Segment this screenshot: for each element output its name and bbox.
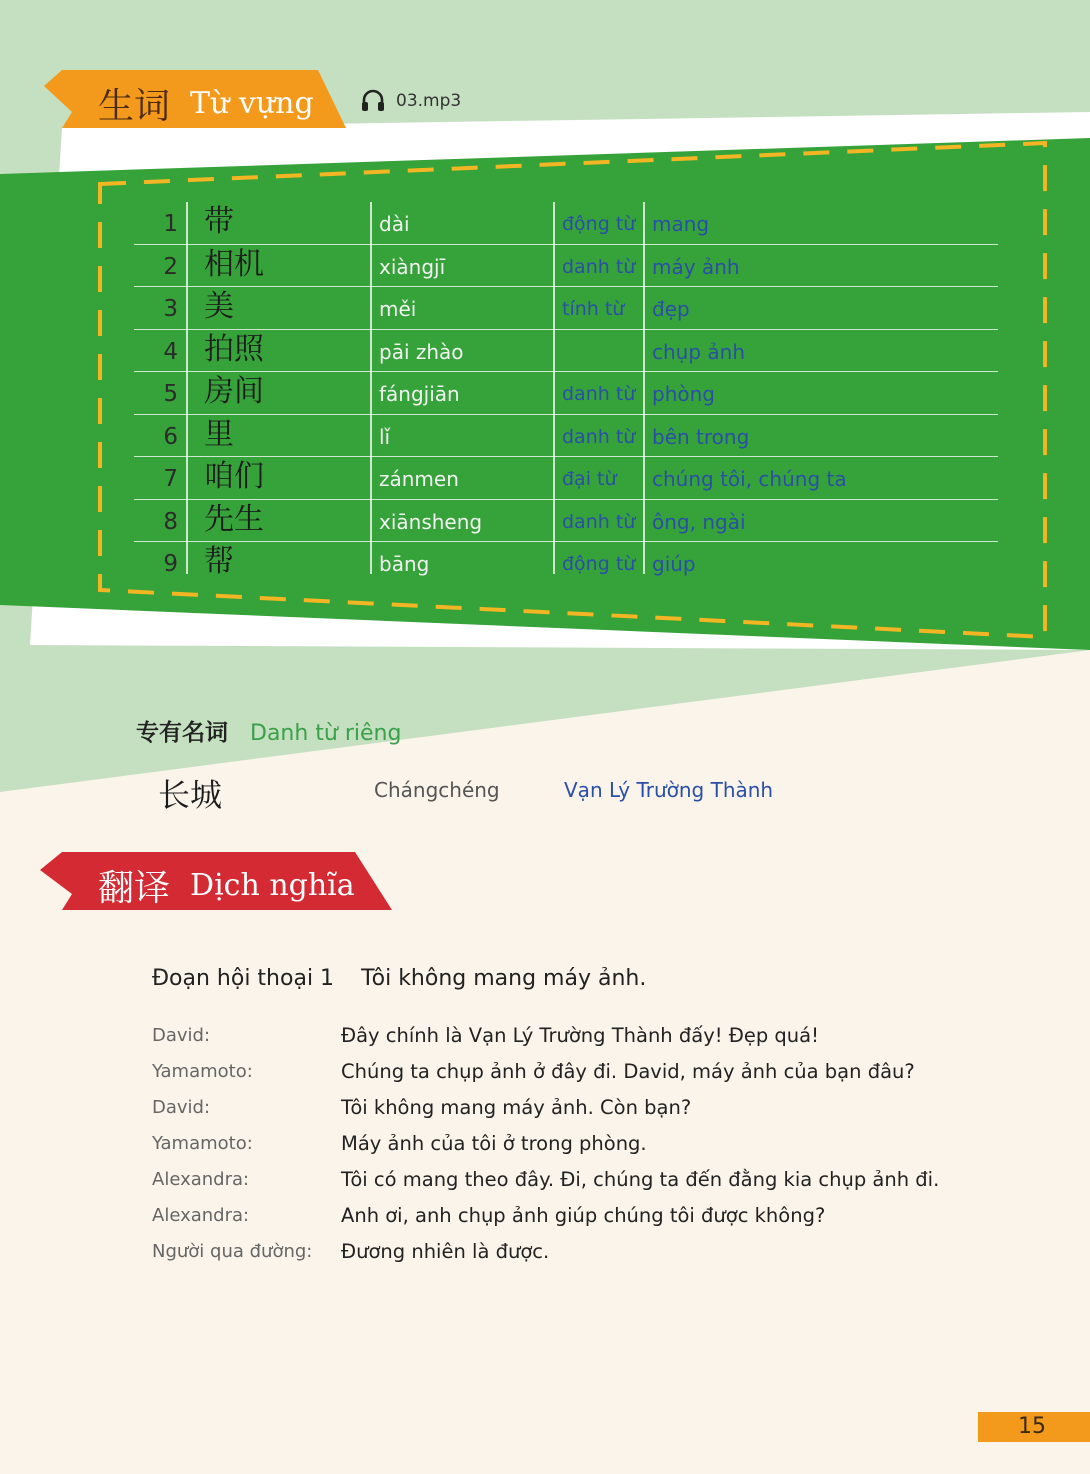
audio-label: 03.mp3 <box>396 91 462 111</box>
vocab-number: 7 <box>163 466 178 492</box>
vocab-meaning: mang <box>652 212 710 236</box>
page-number: 15 <box>978 1412 1090 1442</box>
dialogue-line <box>152 1130 972 1166</box>
vocab-hanzi: 拍照 <box>204 331 264 367</box>
vocab-number: 6 <box>163 423 178 450</box>
vocab-meaning: giúp <box>652 552 696 576</box>
translation-section-header <box>98 860 355 911</box>
dialogue-title: Tôi không mang máy ảnh. <box>361 966 647 991</box>
dialogue-speaker: David: <box>152 1097 211 1118</box>
dialogue-line <box>152 1058 972 1094</box>
proper-noun-hanzi: 长城 <box>158 776 223 814</box>
vocab-meaning: đẹp <box>652 297 690 321</box>
vocab-pos: động từ <box>562 553 636 575</box>
dialogue-text: Máy ảnh của tôi ở trong phòng. <box>341 1132 647 1155</box>
dialogue-line <box>152 1094 972 1130</box>
vocab-hanzi: 房间 <box>204 374 264 409</box>
proper-noun-meaning: Vạn Lý Trường Thành <box>564 778 774 802</box>
vocab-title-cn: 生词 <box>98 86 171 127</box>
dialogue-speaker: David: <box>152 1025 211 1046</box>
vocab-pos: danh từ <box>562 383 636 405</box>
dialogue-line <box>152 1238 972 1274</box>
vocab-title-vi: Từ vựng <box>190 86 314 121</box>
vocab-meaning: bên trong <box>652 424 750 449</box>
vocab-number: 2 <box>163 253 178 280</box>
dialogue-text: Đây chính là Vạn Lý Trường Thành đấy! Đẹp quá! <box>341 1024 819 1047</box>
dialogue-text: Anh ơi, anh chụp ảnh giúp chúng tôi được không? <box>341 1204 826 1227</box>
dialogue-text: Đương nhiên là được. <box>341 1240 550 1263</box>
vocab-pinyin: zánmen <box>379 467 459 491</box>
vocab-pos: danh từ <box>562 510 636 533</box>
vocab-hanzi: 帮 <box>204 544 234 579</box>
vocab-row <box>134 457 998 500</box>
vocab-meaning: chúng tôi, chúng ta <box>652 467 847 491</box>
proper-nouns-title-vi: Danh từ riêng <box>250 721 402 746</box>
dialogue-text: Tôi không mang máy ảnh. Còn bạn? <box>341 1096 692 1119</box>
vocab-pos: đại từ <box>562 468 617 490</box>
vocab-number: 8 <box>163 508 178 535</box>
vocab-pinyin: pāi zhào <box>379 339 464 364</box>
vocab-pinyin: bāng <box>379 552 430 576</box>
proper-nouns-header <box>136 714 401 747</box>
vocab-meaning: chụp ảnh <box>652 339 746 364</box>
dialogue-speaker: Alexandra: <box>152 1169 250 1190</box>
vocab-table <box>134 202 998 584</box>
audio-track[interactable] <box>360 88 461 114</box>
proper-nouns-title-cn: 专有名词 <box>136 719 228 746</box>
vocab-hanzi: 带 <box>204 204 234 239</box>
vocab-row <box>134 415 998 458</box>
vocab-pos: động từ <box>562 213 636 235</box>
vocab-pos: tính từ <box>562 298 625 320</box>
vocab-number: 3 <box>163 296 178 322</box>
dialogue-line <box>152 1022 972 1058</box>
dialogue-heading <box>152 966 646 991</box>
vocab-pinyin: xiàngjī <box>379 254 446 279</box>
vocab-row <box>134 372 998 415</box>
vocab-row <box>134 245 998 288</box>
vocab-number: 9 <box>163 551 178 577</box>
dialogue-speaker: Yamamoto: <box>152 1061 253 1082</box>
dialogue-speaker: Người qua đường: <box>152 1241 313 1262</box>
vocab-meaning: máy ảnh <box>652 254 740 279</box>
dialogue-line <box>152 1166 972 1202</box>
vocab-pos: danh từ <box>562 425 636 448</box>
vocab-row <box>134 542 998 584</box>
dialogue-label: Đoạn hội thoại 1 <box>152 966 335 991</box>
dialogue-text: Chúng ta chụp ảnh ở đây đi. David, máy ảnh của bạn đâu? <box>341 1060 915 1083</box>
vocab-meaning: ông, ngài <box>652 509 746 534</box>
dialogue-speaker: Alexandra: <box>152 1205 250 1226</box>
vocab-row <box>134 202 998 245</box>
vocab-pinyin: fángjiān <box>379 382 460 406</box>
vocab-pinyin: xiānsheng <box>379 509 483 534</box>
vocab-number: 5 <box>163 381 178 407</box>
vocab-pinyin: dài <box>379 212 410 236</box>
vocab-hanzi: 里 <box>204 416 234 452</box>
proper-noun-pinyin: Chángchéng <box>374 778 500 802</box>
translation-title-cn: 翻译 <box>98 868 171 909</box>
vocab-row <box>134 330 998 373</box>
vocab-number: 4 <box>163 338 178 365</box>
vocab-pos: danh từ <box>562 255 636 278</box>
dialogue-line <box>152 1202 972 1238</box>
vocab-pinyin: měi <box>379 297 417 321</box>
vocab-meaning: phòng <box>652 382 715 406</box>
dialogue-lines <box>152 1022 972 1274</box>
translation-title-vi: Dịch nghĩa <box>190 868 355 903</box>
vocab-row <box>134 500 998 543</box>
dialogue-speaker: Yamamoto: <box>152 1133 253 1154</box>
vocab-pinyin: lǐ <box>379 424 391 449</box>
vocab-row <box>134 287 998 330</box>
vocab-number: 1 <box>163 211 178 237</box>
vocab-hanzi: 美 <box>204 289 234 324</box>
vocab-hanzi: 相机 <box>204 246 264 282</box>
vocab-hanzi: 咱们 <box>204 459 264 494</box>
dialogue-text: Tôi có mang theo đây. Đi, chúng ta đến đằng kia chụp ảnh đi. <box>341 1168 940 1191</box>
headphones-icon <box>360 88 386 114</box>
vocab-hanzi: 先生 <box>204 501 264 537</box>
vocab-section-header <box>98 78 314 129</box>
